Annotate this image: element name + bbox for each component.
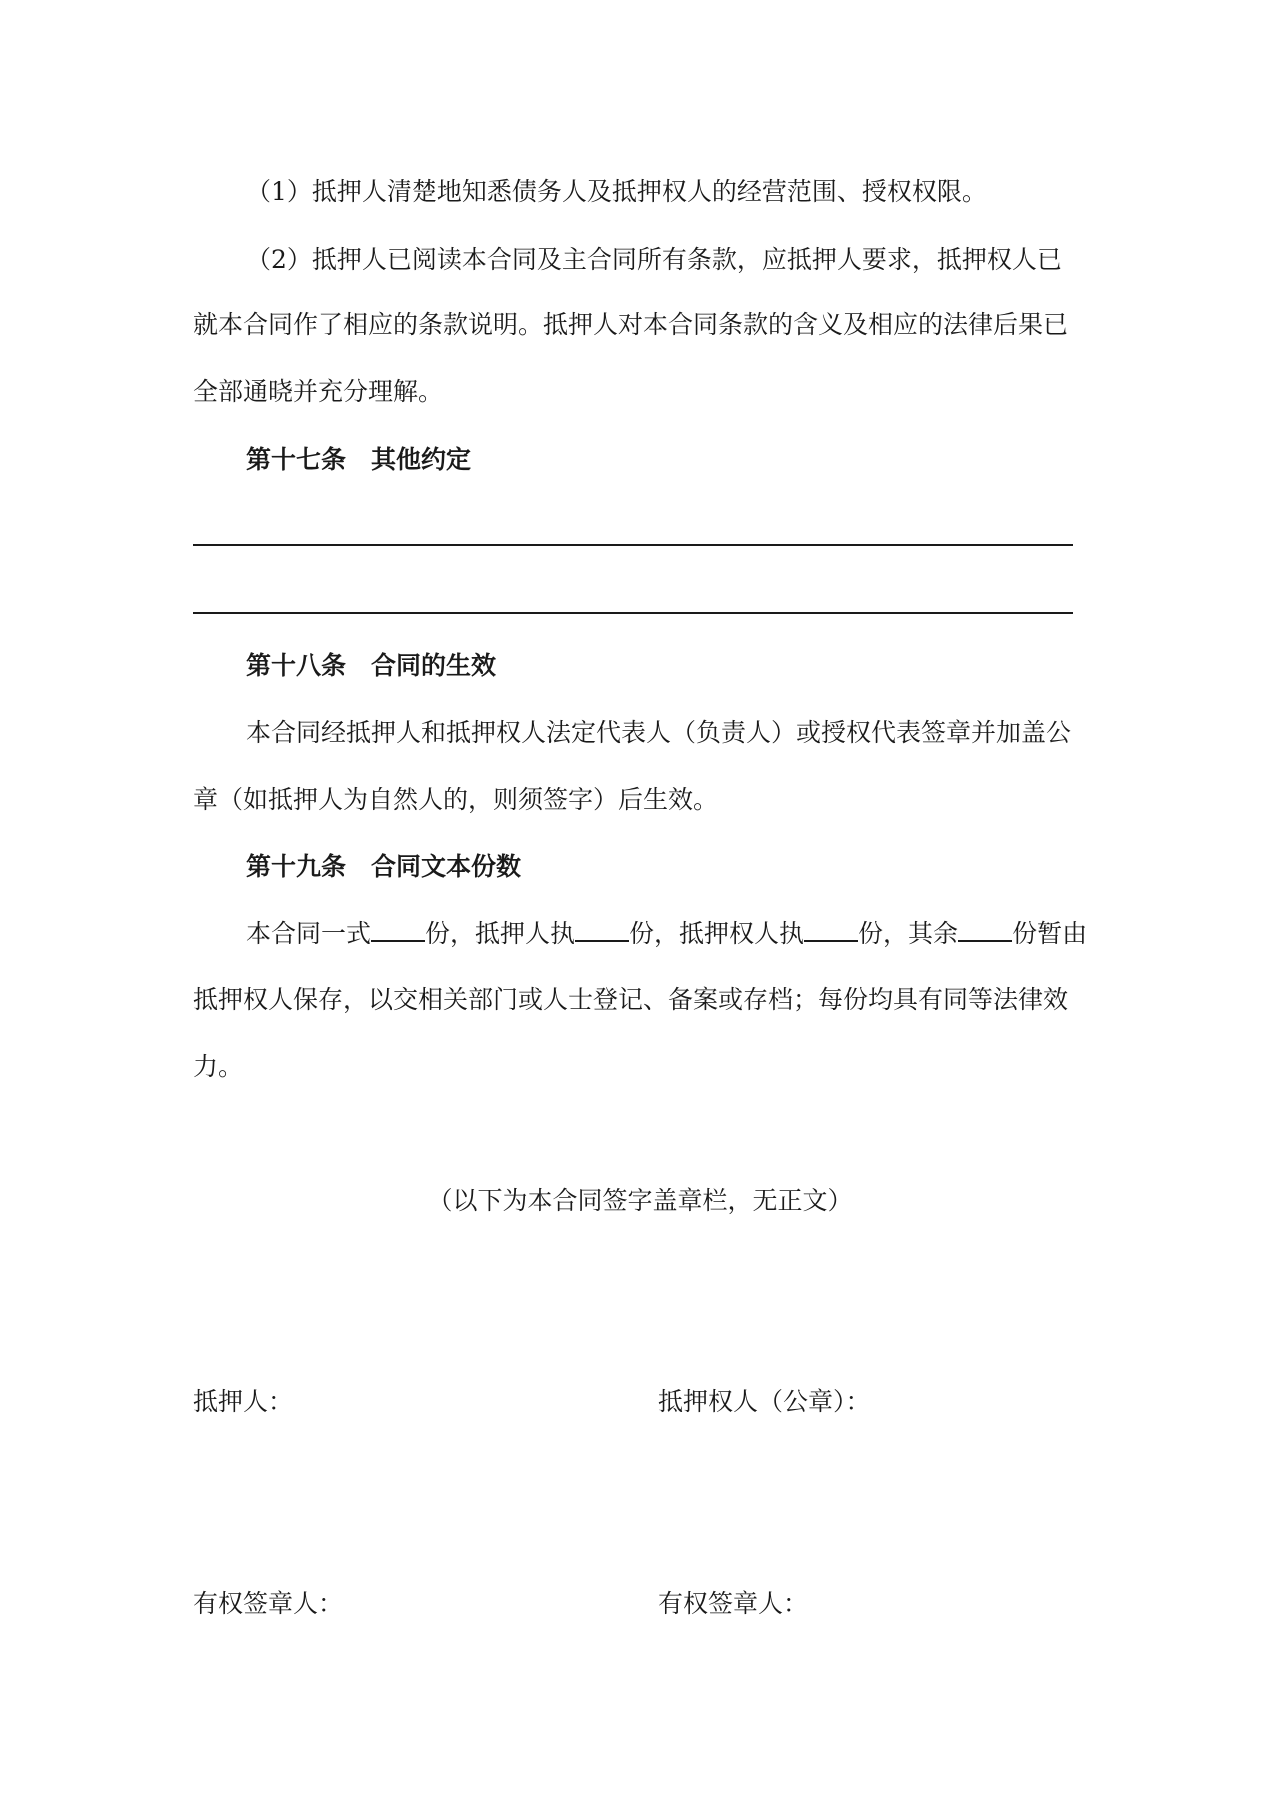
clause16-item2-line2: 就本合同作了相应的条款说明。抵押人对本合同条款的含义及相应的法律后果已 [193,310,1069,339]
clause19-text-part5: 份暂由 [1012,919,1088,948]
clause19-text-part2: 份，抵押人执 [425,919,576,948]
blank-fill-line-2 [193,612,1073,614]
clause16-item2-line1: （2）抵押人已阅读本合同及主合同所有条款，应抵押人要求，抵押权人已 [246,245,1062,274]
mortgagor-signer-label: 有权签章人： [193,1589,344,1618]
mortgagee-copies-blank [804,918,858,942]
signature-section-note: （以下为本合同签字盖章栏，无正文） [427,1186,853,1215]
mortgagee-signer-label: 有权签章人： [658,1589,809,1618]
mortgagee-label: 抵押权人（公章）： [658,1387,871,1416]
copies-total-blank [371,918,425,942]
clause18-line1: 本合同经抵押人和抵押权人法定代表人（负责人）或授权代表签章并加盖公 [246,718,1072,747]
clause19-text-part4: 份，其余 [858,919,959,948]
mortgagor-label: 抵押人： [193,1387,294,1416]
clause19-line1 [246,914,1146,954]
mortgagor-copies-blank [575,918,629,942]
clause19-text-part1: 本合同一式 [246,919,372,948]
clause18-line2: 章（如抵押人为自然人的，则须签字）后生效。 [193,785,719,814]
clause19-line3: 力。 [193,1052,244,1081]
blank-fill-line-1 [193,544,1073,546]
clause16-item2-line3: 全部通晓并充分理解。 [193,377,444,406]
clause17-heading: 第十七条 其他约定 [246,445,472,474]
remaining-copies-blank [958,918,1012,942]
clause18-heading: 第十八条 合同的生效 [246,651,497,680]
clause16-item1: （1）抵押人清楚地知悉债务人及抵押权人的经营范围、授权权限。 [246,177,987,206]
clause19-text-part3: 份，抵押权人执 [629,919,805,948]
clause19-line2: 抵押权人保存，以交相关部门或人士登记、备案或存档；每份均具有同等法律效 [193,985,1069,1014]
clause19-heading: 第十九条 合同文本份数 [246,852,522,881]
